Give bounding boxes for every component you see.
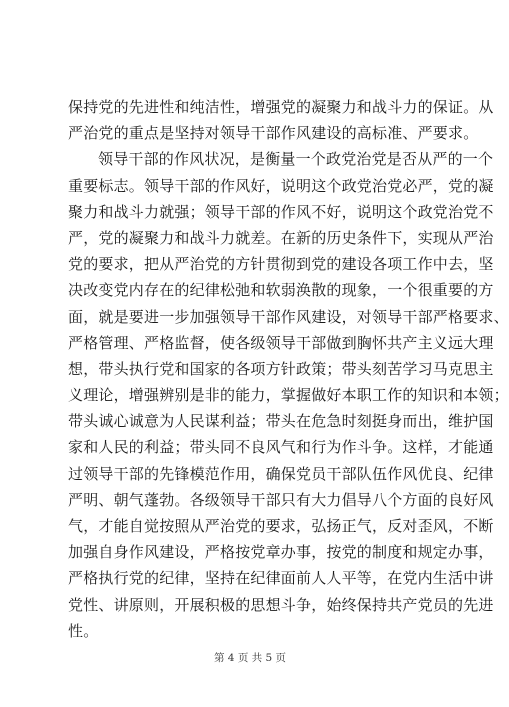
- page-number-footer: 第 4 页 共 5 页: [213, 652, 287, 664]
- text-line: 党的要求，把从严治党的方针贯彻到党的建设各项工作中去，坚: [68, 255, 494, 274]
- text-line: 聚力和战斗力就强；领导干部的作风不好，说明这个政党治党不: [68, 202, 494, 221]
- text-line: 想，带头执行党和国家的各项方针政策；带头刻苦学习马克思主: [68, 359, 494, 378]
- text-line: 严格执行党的纪律，坚持在纪律面前人人平等，在党内生活中讲: [68, 569, 494, 588]
- text-line: 面，就是要进一步加强领导干部作风建设，对领导干部严格要求、: [68, 307, 509, 326]
- text-line: 带头诚心诚意为人民谋利益；带头在危急时刻挺身而出，维护国: [68, 412, 494, 431]
- text-line: 严治党的重点是坚持对领导干部作风建设的高标准、严要求。: [68, 124, 479, 143]
- text-line: 加强自身作风建设，严格按党章办事，按党的制度和规定办事，: [68, 543, 494, 562]
- text-line: 家和人民的利益；带头同不良风气和行为作斗争。这样，才能通: [68, 438, 494, 457]
- text-line: 重要标志。领导干部的作风好，说明这个政党治党必严，党的凝: [68, 176, 494, 195]
- paragraph-first-line: 领导干部的作风状况，是衡量一个政党治党是否从严的一个: [98, 150, 494, 169]
- text-line: 严格管理、严格监督，使各级领导干部做到胸怀共产主义远大理: [68, 333, 494, 352]
- text-line: 严明、朝气蓬勃。各级领导干部只有大力倡导八个方面的良好风: [68, 490, 494, 509]
- text-line: 气，才能自觉按照从严治党的要求，弘扬正气，反对歪风，不断: [68, 517, 494, 535]
- text-line: 性。: [68, 621, 99, 640]
- text-line: 决改变党内存在的纪律松弛和软弱涣散的现象，一个很重要的方: [68, 281, 494, 300]
- text-line: 严，党的凝聚力和战斗力就差。在新的历史条件下，实现从严治: [68, 228, 494, 247]
- text-line: 党性、讲原则，开展积极的思想斗争，始终保持共产党员的先进: [68, 595, 494, 614]
- body-text: [68, 94, 509, 644]
- text-line: 保持党的先进性和纯洁性，增强党的凝聚力和战斗力的保证。从: [68, 98, 494, 116]
- text-line: 义理论，增强辨别是非的能力，掌握做好本职工作的知识和本领；: [68, 386, 509, 405]
- text-line: 过领导干部的先锋模范作用，确保党员干部队伍作风优良、纪律: [68, 464, 494, 483]
